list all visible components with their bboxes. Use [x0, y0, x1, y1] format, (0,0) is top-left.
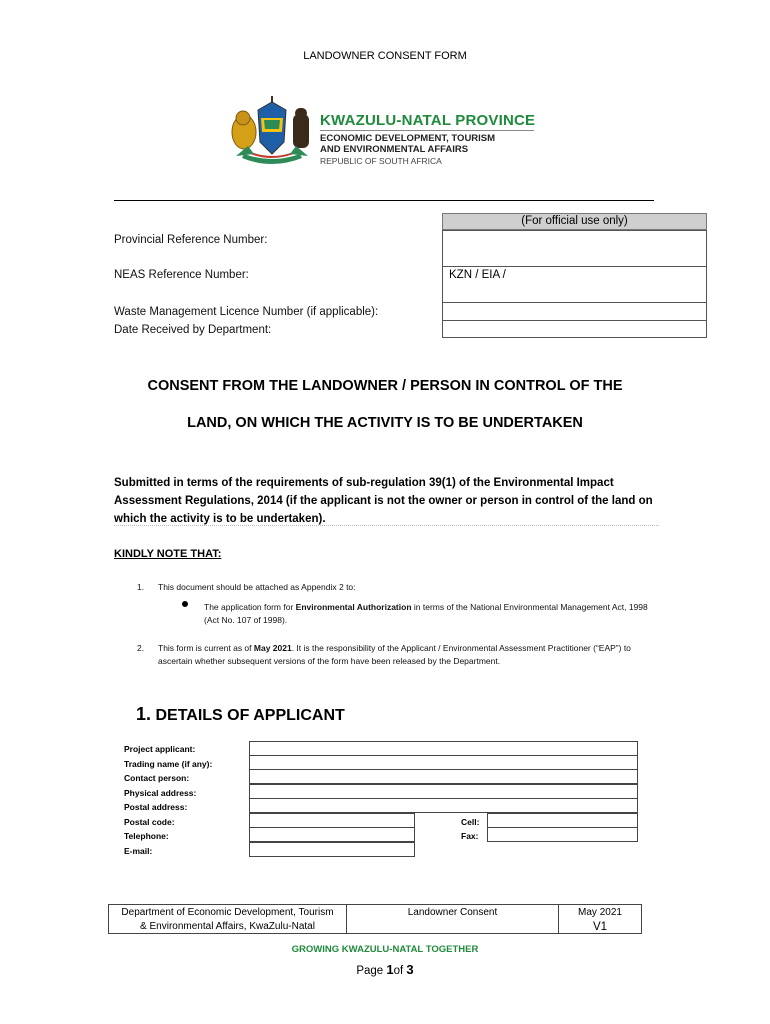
project-applicant-label: Project applicant:	[124, 744, 196, 754]
email-field[interactable]	[249, 842, 415, 857]
dept-name-line1: ECONOMIC DEVELOPMENT, TOURISM	[320, 133, 496, 144]
form-title: LANDOWNER CONSENT FORM	[303, 50, 467, 62]
logo-divider	[320, 130, 534, 131]
note-1-text: This document should be attached as Appendix 2 to:	[158, 582, 356, 592]
page-total: 3	[406, 962, 414, 977]
footer-dept-line2: & Environmental Affairs, KwaZulu-Natal	[140, 921, 315, 932]
physical-address-label: Physical address:	[124, 788, 197, 798]
contact-person-field[interactable]	[249, 769, 638, 784]
bullet-text: in terms of the National Environmental Management Act, 1998 (Act No. 107 of 1998).	[204, 602, 648, 625]
email-label: E-mail:	[124, 846, 153, 856]
waste-licence-label: Waste Management Licence Number (if applicable):	[114, 306, 379, 318]
kindly-note-heading: KINDLY NOTE THAT:	[114, 548, 222, 560]
note-2-part: This form is current as of	[158, 643, 254, 653]
official-box-divider	[442, 320, 707, 321]
footer-dept-cell	[109, 905, 347, 933]
note-2-date: May 2021	[253, 643, 292, 653]
note-number: 2.	[137, 643, 145, 653]
statement-divider	[114, 525, 659, 526]
date-received-label: Date Received by Department:	[114, 324, 272, 336]
neas-ref-label: NEAS Reference Number:	[114, 269, 249, 281]
trading-name-label: Trading name (if any):	[124, 759, 213, 769]
country-name: REPUBLIC OF SOUTH AFRICA	[320, 156, 442, 166]
coat-of-arms-icon	[228, 96, 316, 170]
footer-date: May 2021	[578, 907, 622, 918]
details-heading-text: DETAILS OF APPLICANT	[155, 707, 345, 724]
trading-name-field[interactable]	[249, 755, 638, 770]
page-of: of	[393, 965, 407, 977]
fax-label: Fax:	[461, 831, 479, 841]
official-use-header: (For official use only)	[442, 213, 707, 230]
contact-person-label: Contact person:	[124, 773, 190, 783]
telephone-label: Telephone:	[124, 831, 169, 841]
postal-address-label: Postal address:	[124, 802, 188, 812]
project-applicant-field[interactable]	[249, 741, 638, 756]
submitted-statement: Submitted in terms of the requirements of sub-regulation 39(1) of the Environmental Impact Assessment Regulations, 2014 (if the applicant is not the owner or person in control of the land on which the activity is to be undertaken).	[114, 477, 653, 525]
bullet-bold-text: Environmental Authorization	[295, 602, 412, 612]
postal-code-label: Postal code:	[124, 817, 175, 827]
page-number	[0, 962, 770, 977]
header-divider	[114, 200, 654, 201]
footer-title: Landowner Consent	[407, 907, 498, 918]
footer-title-cell	[347, 905, 559, 933]
consent-heading-line2: LAND, ON WHICH THE ACTIVITY IS TO BE UNDERTAKEN	[187, 415, 583, 431]
official-box-divider	[442, 302, 707, 303]
telephone-field[interactable]	[249, 827, 415, 842]
postal-code-field[interactable]	[249, 813, 415, 828]
footer-date-cell	[559, 905, 641, 933]
official-use-box	[442, 230, 707, 338]
footer-tagline: GROWING KWAZULU-NATAL TOGETHER	[291, 944, 479, 955]
provincial-ref-label: Provincial Reference Number:	[114, 234, 268, 246]
footer-dept-line1: Department of Economic Development, Tourism	[121, 907, 334, 918]
page-current: 1	[386, 962, 394, 977]
note-2-text	[158, 642, 654, 668]
dept-name-line2: AND ENVIRONMENTAL AFFAIRS	[320, 144, 469, 155]
province-name: KWAZULU-NATAL PROVINCE	[320, 112, 536, 129]
cell-label: Cell:	[461, 817, 480, 827]
neas-ref-value: KZN / EIA /	[449, 269, 506, 281]
cell-field[interactable]	[487, 813, 638, 828]
official-box-divider	[442, 266, 707, 267]
consent-heading-line1: CONSENT FROM THE LANDOWNER / PERSON IN CONTROL OF THE	[147, 378, 623, 394]
details-heading	[136, 704, 345, 725]
note-1-bullet	[204, 601, 654, 627]
note-2-part: . It is the responsibility of the Applicant / Environmental Assessment Practitioner (“EAP”) to ascertain whether subsequent versions of the form have been released by the Department.	[158, 643, 631, 666]
page-word: Page	[356, 965, 387, 977]
footer-table	[108, 904, 642, 934]
fax-field[interactable]	[487, 827, 638, 842]
bullet-text: The application form for	[204, 602, 296, 612]
postal-address-field[interactable]	[249, 798, 638, 813]
note-number: 1.	[137, 582, 145, 592]
details-heading-number: 1.	[136, 704, 152, 724]
bullet-icon	[182, 601, 188, 607]
physical-address-field[interactable]	[249, 784, 638, 799]
footer-version: V1	[592, 921, 608, 933]
